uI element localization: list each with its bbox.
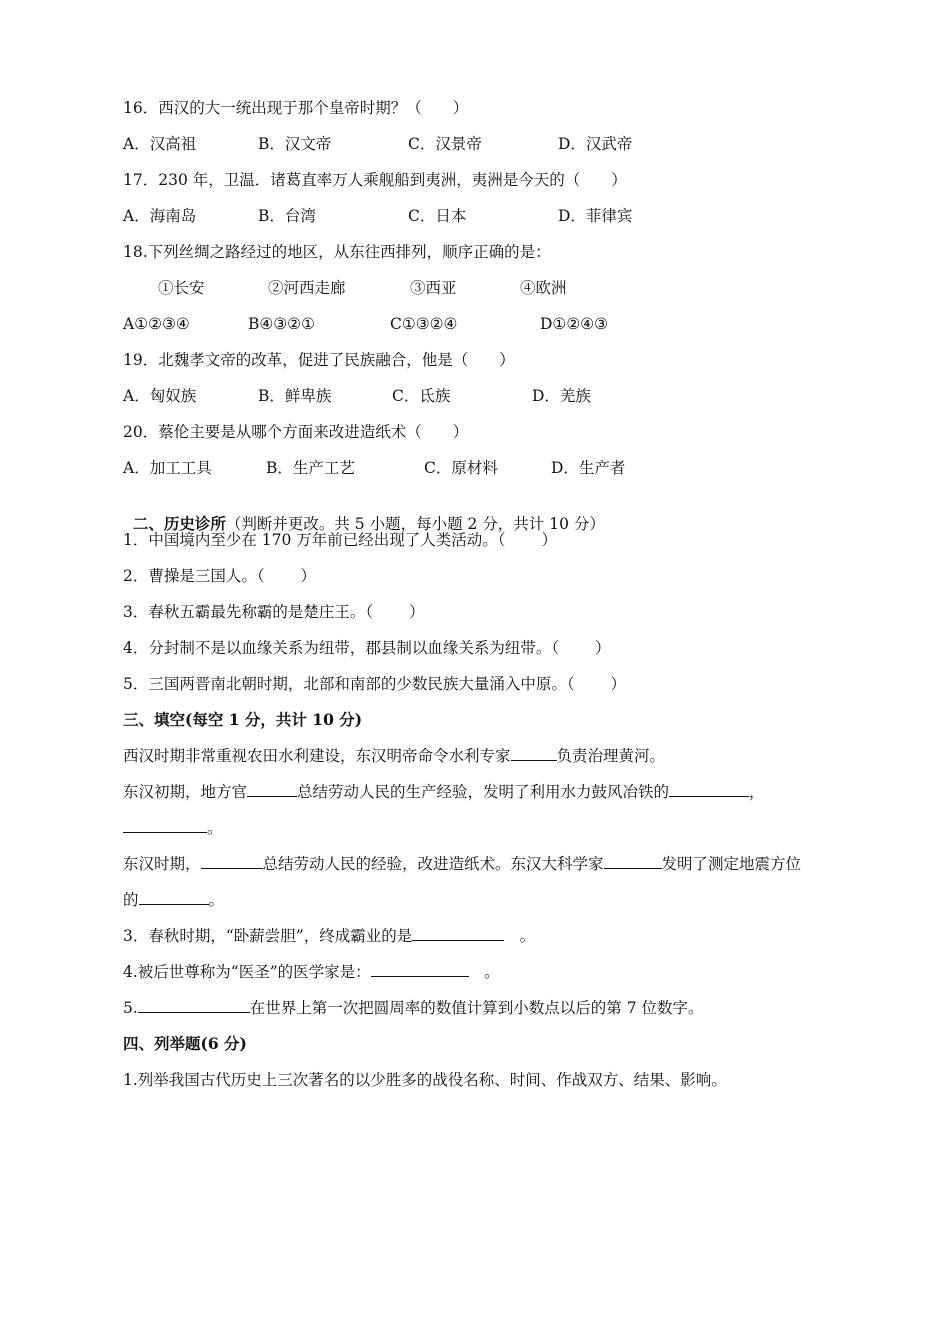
q17-option-d: D．菲律宾 [558,207,633,225]
q18-option-c: C①③②④ [390,315,458,333]
q18-option-d: D①②④③ [540,315,609,333]
q18-option-a: A①②③④ [123,315,190,333]
text: 。 [208,891,225,909]
section2-item-5: 5．三国两晋南北朝时期，北部和南部的少数民族大量涌入中原。（ ） [123,675,627,693]
text: 总结劳动人民的经验，改进造纸术。东汉大科学家 [262,855,604,873]
section4-question-1: 1.列举我国古代历史上三次著名的以少胜多的战役名称、时间、作战双方、结果、影响。 [123,1071,727,1089]
section3-line-8 [123,998,704,1018]
text: 发明了测定地震方位 [661,855,802,873]
text: 东汉时期， [123,855,201,873]
section3-line-2 [123,782,765,802]
text: 总结劳动人民的生产经验，发明了利用水力鼓风冶铁的 [297,783,670,801]
section2-title: 二、历史诊所 [132,514,226,533]
q20-stem: 20．蔡伦主要是从哪个方面来改进造纸术（ ） [123,423,469,441]
fill-blank [511,746,557,761]
q19-option-d: D．羌族 [532,387,591,405]
q19-stem: 19．北魏孝文帝的改革，促进了民族融合，他是（ ） [123,351,515,369]
fill-blank [604,854,662,869]
text: ， [749,783,765,801]
text: 的 [123,891,139,909]
section3-line-6 [123,926,535,946]
fill-blank [412,926,504,941]
q18-item-3: ③西亚 [410,279,457,297]
q18-stem: 18.下列丝绸之路经过的地区，从东往西排列，顺序正确的是： [123,243,551,261]
section2-item-1: 1．中国境内至少在 170 万年前已经出现了人类活动。（ ） [123,531,557,549]
fill-blank [201,854,263,869]
q19-option-c: C．氐族 [392,387,451,405]
q17-stem: 17．230 年，卫温．诸葛直率万人乘舰船到夷洲，夷洲是今天的（ ） [123,171,627,189]
text: 3．春秋时期，“卧薪尝胆”，终成霸业的是 [123,927,413,945]
section3-line-5 [123,890,224,910]
section2-item-2: 2．曹操是三国人。（ ） [123,567,317,585]
q19-option-b: B．鲜卑族 [258,387,332,405]
fill-blank [138,998,250,1013]
q18-item-4: ④欧洲 [520,279,567,297]
q16-option-a: A．汉高祖 [123,135,197,153]
section3-line-7 [123,962,500,982]
text: 负责治理黄河。 [556,747,666,765]
q17-option-b: B．台湾 [258,207,316,225]
section2-heading [123,494,605,534]
section3-line-1 [123,746,665,766]
text: 东汉初期，地方官 [123,783,248,801]
q17-option-c: C．日本 [408,207,467,225]
q18-item-2: ②河西走廊 [268,279,346,297]
q16-option-d: D．汉武帝 [558,135,633,153]
fill-blank [669,782,749,797]
text: 。 [504,927,536,945]
q19-option-a: A．匈奴族 [123,387,197,405]
section4-title: 四、列举题(6 分) [123,1034,247,1053]
q16-option-b: B．汉文帝 [258,135,332,153]
text: 。 [207,819,223,837]
section3-line-4 [123,854,801,874]
text: 5. [123,999,138,1017]
fill-blank [247,782,297,797]
q20-option-b: B．生产工艺 [266,459,355,477]
q16-stem: 16．西汉的大一统出现于那个皇帝时期？（ ） [123,99,469,117]
text: 。 [468,963,500,981]
section2-note: （判断并更改。共 5 小题，每小题 2 分，共计 10 分） [225,515,605,533]
q18-item-1: ①长安 [158,279,205,297]
text: 在世界上第一次把圆周率的数值计算到小数点以后的第 7 位数字。 [249,999,704,1017]
fill-blank [139,890,209,905]
q20-option-a: A．加工工具 [123,459,212,477]
fill-blank [371,962,469,977]
q20-option-c: C．原材料 [424,459,498,477]
section2-item-4: 4．分封制不是以血缘关系为纽带，郡县制以血缘关系为纽带。（ ） [123,639,611,657]
q17-option-a: A．海南岛 [123,207,197,225]
text: 4.被后世尊称为“医圣”的医学家是： [123,963,371,981]
q20-option-d: D．生产者 [551,459,626,477]
section3-line-3 [123,818,223,838]
q16-option-c: C．汉景帝 [408,135,482,153]
fill-blank [123,818,207,833]
section3-title: 三、填空(每空 1 分，共计 10 分) [123,710,363,729]
section2-item-3: 3．春秋五霸最先称霸的是楚庄王。（ ） [123,603,425,621]
text: 西汉时期非常重视农田水利建设，东汉明帝命令水利专家 [123,747,511,765]
q18-option-b: B④③②① [248,315,315,333]
